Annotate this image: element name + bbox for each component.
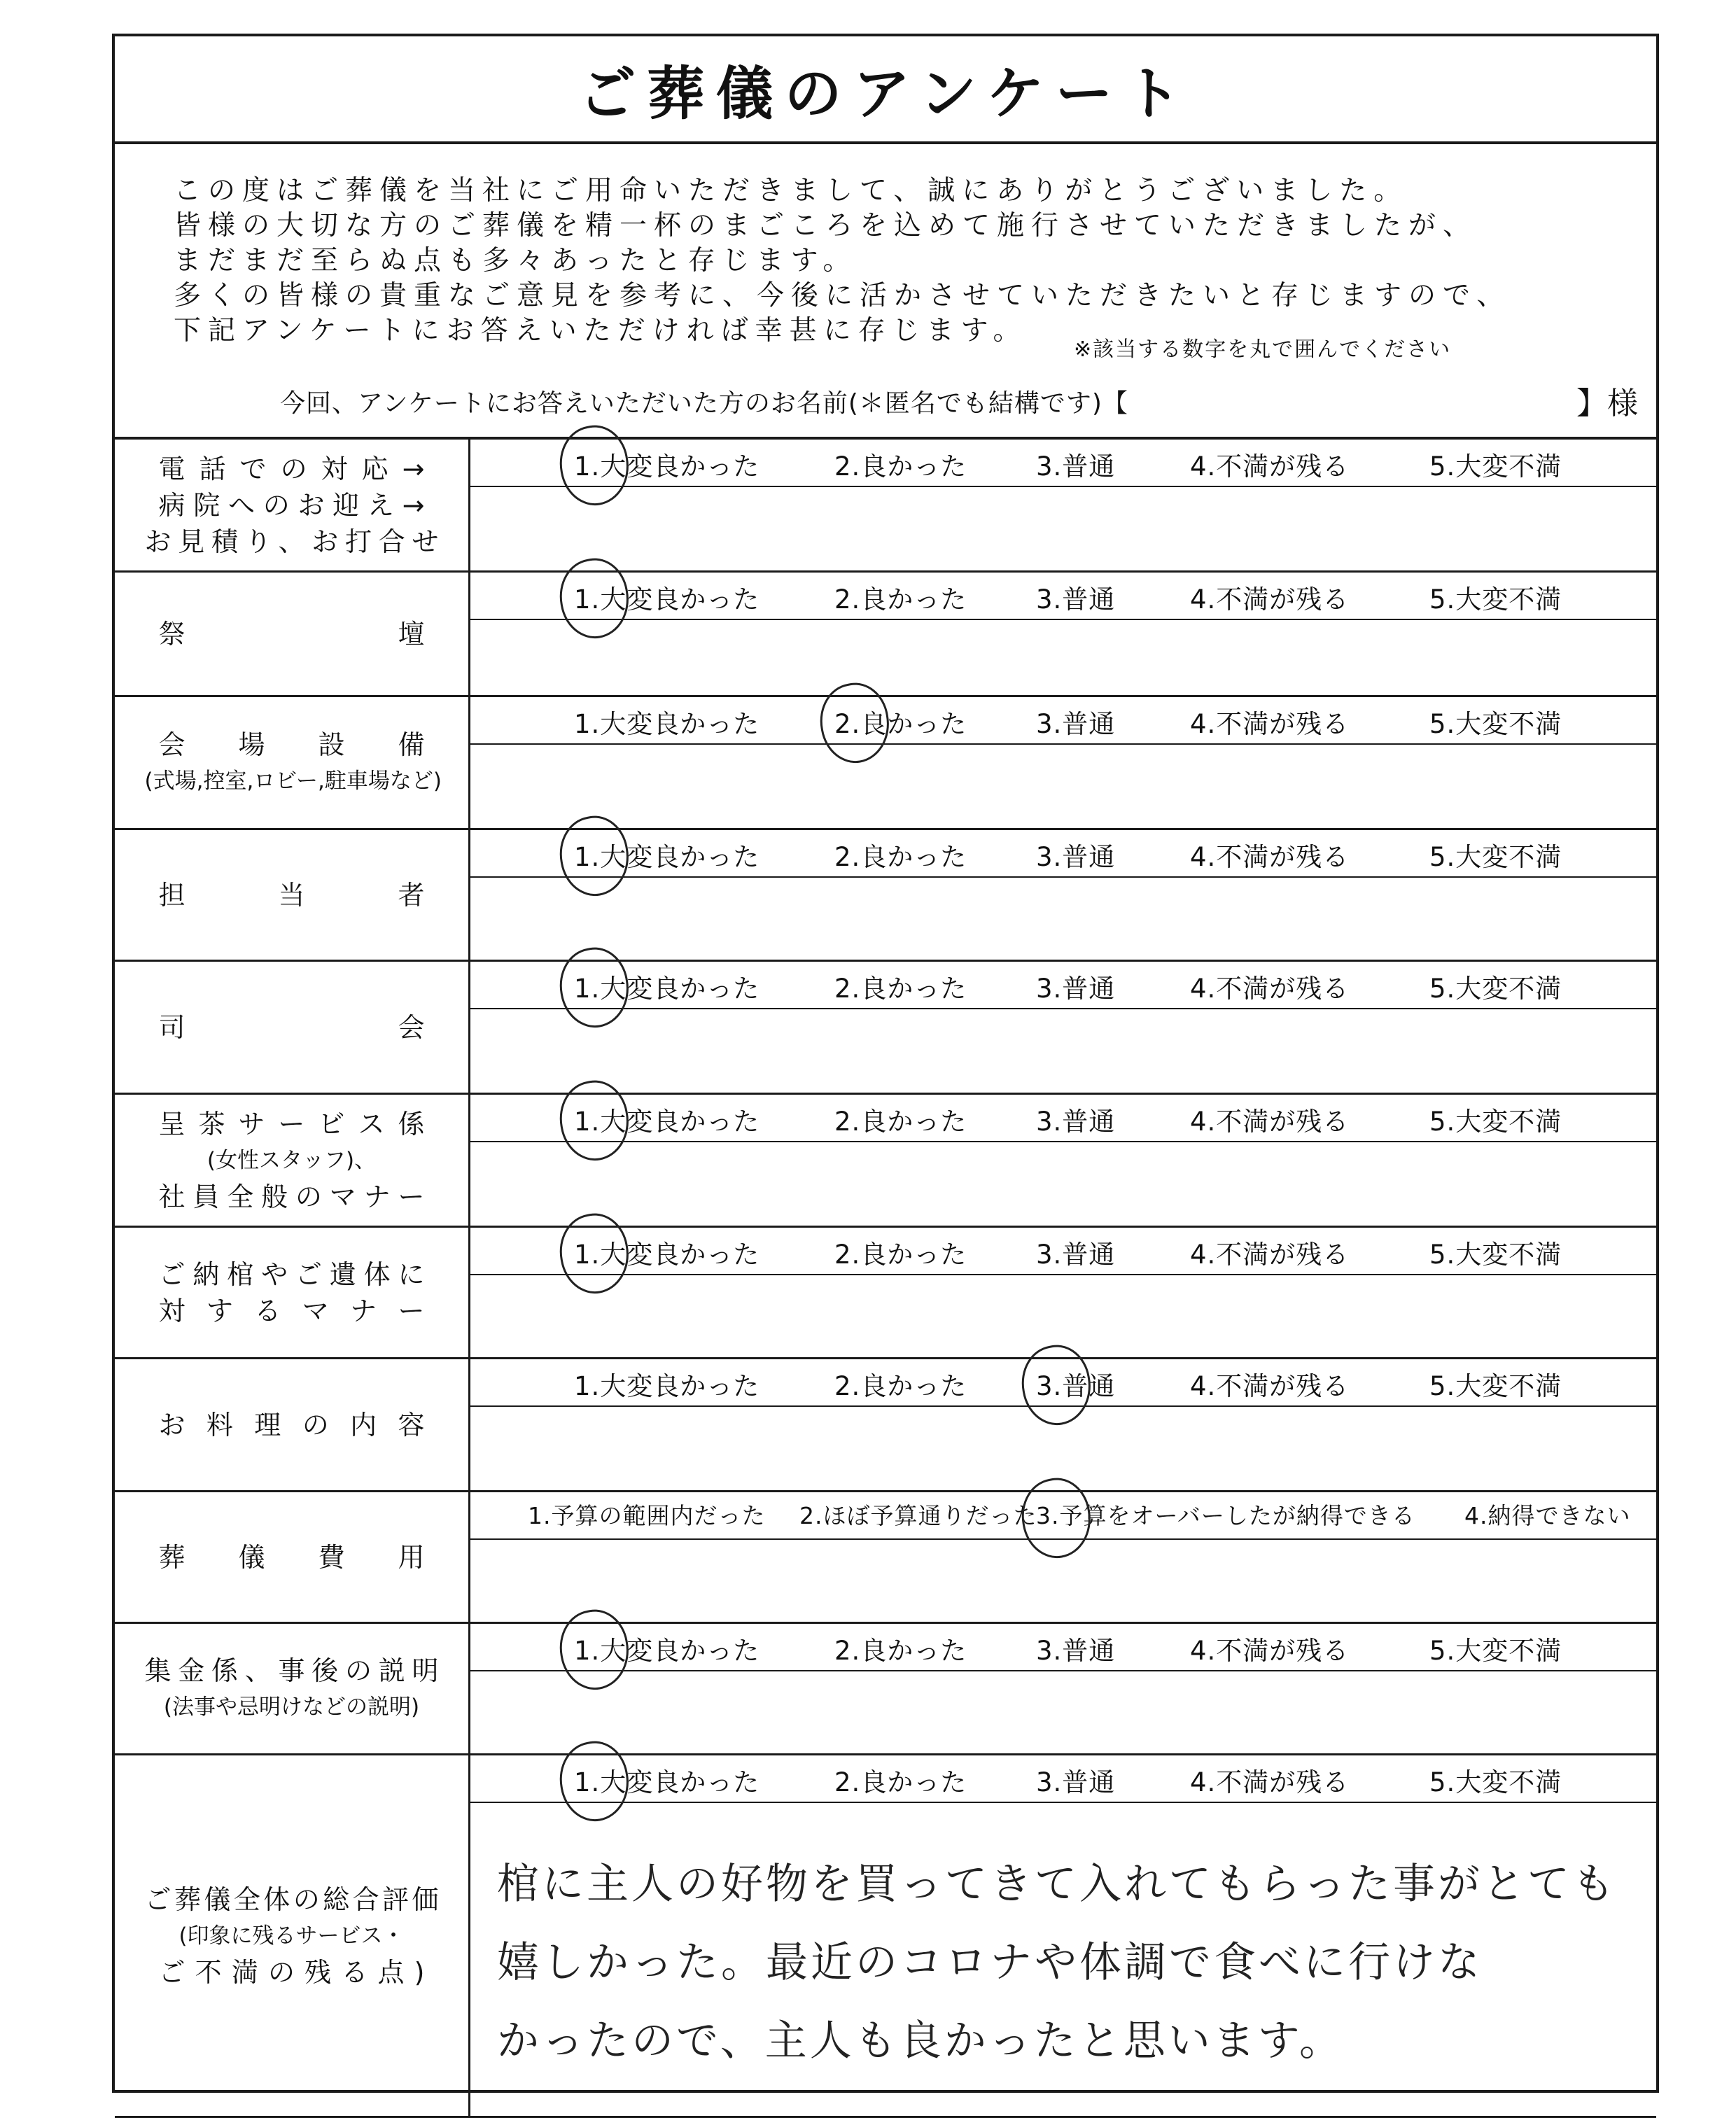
row-answer-area [470,1624,1656,1753]
rating-option[interactable]: 1.大変良かった [574,1240,760,1270]
rating-option[interactable]: 1.大変良かった [574,974,760,1004]
rating-option[interactable]: 5.大変不満 [1429,451,1562,482]
survey-sheet [112,34,1659,2093]
category-label: 司 会 [158,1011,425,1043]
rating-option[interactable]: 3.普通 [1036,709,1116,739]
category-label: ご葬儀全体の総合評価 [144,1884,439,1915]
survey-row [115,1624,1656,1755]
rating-option[interactable]: 2.良かった [834,1636,967,1666]
rating-option[interactable]: 5.大変不満 [1429,1240,1562,1270]
row-answer-area [470,573,1656,695]
category-label: 対するマナー [158,1295,425,1326]
rating-option[interactable]: 5.大変不満 [1429,1107,1562,1137]
row-category [115,573,470,695]
rating-option[interactable]: 2.良かった [834,1371,967,1401]
row-answer-area [470,1228,1656,1357]
rating-option[interactable]: 5.大変不満 [1429,1636,1562,1666]
name-label: 今回、アンケートにお答えいただいた方のお名前(＊匿名でも結構です)【 [280,389,1128,418]
rating-option[interactable]: 4.不満が残る [1190,842,1350,872]
rating-option[interactable]: 4.不満が残る [1190,1767,1350,1797]
rating-option[interactable]: 3.普通 [1036,451,1116,482]
rating-option[interactable]: 5.大変不満 [1429,1371,1562,1401]
rating-option[interactable]: 4.不満が残る [1190,1371,1350,1401]
row-category [115,962,470,1093]
rating-option[interactable]: 5.大変不満 [1429,842,1562,872]
survey-row [115,1095,1656,1228]
rating-option[interactable]: 2.良かった [834,1240,967,1270]
intro-line: 皆様の大切な方のご葬儀を精一杯のまごころを込めて施行させていただきましたが、 [174,210,1478,241]
option-line [470,962,1656,1009]
category-label: (女性スタッフ)、 [206,1147,377,1173]
rating-option[interactable]: 2.良かった [834,974,967,1004]
rating-option[interactable]: 2.良かった [834,709,967,739]
survey-table [115,437,1656,2066]
rating-option[interactable]: 1.予算の範囲内だった [528,1502,766,1529]
rating-option[interactable]: 4.不満が残る [1190,1636,1350,1666]
option-line [470,1624,1656,1671]
rating-option[interactable]: 3.普通 [1036,584,1116,615]
rating-option[interactable]: 5.大変不満 [1429,709,1562,739]
row-category [115,830,470,960]
rating-option[interactable]: 4.不満が残る [1190,974,1350,1004]
rating-option[interactable]: 2.ほぼ予算通りだった [799,1502,1037,1529]
option-line [470,1228,1656,1275]
category-label: ご不満の残る点) [158,1956,425,1988]
rating-option[interactable]: 1.大変良かった [574,1767,760,1797]
rating-option[interactable]: 4.不満が残る [1190,1107,1350,1137]
category-label: 会 場 設 備 [158,729,425,760]
rating-option[interactable]: 5.大変不満 [1429,974,1562,1004]
rating-option[interactable]: 3.普通 [1036,1240,1116,1270]
rating-option[interactable]: 1.大変良かった [574,842,760,872]
row-category [115,1624,470,1753]
option-line [470,573,1656,620]
rating-option[interactable]: 3.普通 [1036,842,1116,872]
name-suffix: 】様 [1576,386,1638,421]
category-label: 葬 儀 費 用 [158,1541,425,1573]
row-answer-area [470,830,1656,960]
rating-option[interactable]: 1.大変良かった [574,1636,760,1666]
survey-row [115,1492,1656,1624]
category-label: (式場,控室,ロビー,駐車場など) [144,768,442,794]
row-category [115,697,470,828]
row-answer-area [470,697,1656,828]
rating-option[interactable]: 4.不満が残る [1190,709,1350,739]
survey-row [115,1755,1656,2118]
comment-line: 嬉しかった。最近のコロナや体調で食べに行けな [497,1938,1483,1987]
intro-line: まだまだ至らぬ点も多々あったと存じます。 [174,245,858,276]
category-label: (法事や忌明けなどの説明) [163,1694,420,1720]
row-answer-area [470,962,1656,1093]
row-category [115,1359,470,1490]
survey-row [115,830,1656,962]
category-label: 集金係、事後の説明 [144,1655,439,1686]
intro-line: 下記アンケートにお答えいただければ幸甚に存じます。 [174,315,1028,346]
intro-line: この度はご葬儀を当社にご用命いただきまして、誠にありがとうございました。 [174,175,1408,206]
option-line [470,697,1656,745]
option-line [470,1755,1656,1803]
instruction-note: ※該当する数字を丸で囲んでください [1074,337,1452,362]
rating-option[interactable]: 5.大変不満 [1429,1767,1562,1797]
intro-text [174,174,1616,349]
category-label: お見積り、お打合せ [144,526,439,557]
rating-option[interactable]: 2.良かった [834,1767,967,1797]
rating-option[interactable]: 1.大変良かった [574,1107,760,1137]
category-label: ご納棺やご遺体に [158,1258,425,1290]
rating-option[interactable]: 2.良かった [834,584,967,615]
rating-option[interactable]: 1.大変良かった [574,1371,760,1401]
rating-option[interactable]: 3.普通 [1036,1107,1116,1137]
rating-option[interactable]: 2.良かった [834,1107,967,1137]
category-label: 電話での対応→ [158,453,425,484]
comment-line: かったので、主人も良かったと思います。 [497,2017,1344,2066]
row-answer-area [470,1359,1656,1490]
rating-option[interactable]: 2.良かった [834,842,967,872]
row-answer-area [470,440,1656,570]
survey-row [115,1359,1656,1492]
row-answer-area [470,1755,1656,2116]
rating-option[interactable]: 3.普通 [1036,1371,1116,1401]
title-box [115,36,1656,144]
rating-option[interactable]: 2.良かった [834,451,967,482]
rating-option[interactable]: 4.不満が残る [1190,1240,1350,1270]
rating-option[interactable]: 4.不満が残る [1190,584,1350,615]
row-category [115,1095,470,1226]
row-category [115,1755,470,2116]
intro-line: 多くの皆様の貴重なご意見を参考に、今後に活かさせていただきたいと存じますので、 [174,280,1511,311]
rating-option[interactable]: 5.大変不満 [1429,584,1562,615]
rating-option[interactable]: 3.普通 [1036,1636,1116,1666]
rating-option[interactable]: 1.大変良かった [574,451,760,482]
rating-option[interactable]: 3.普通 [1036,1767,1116,1797]
category-label: 呈茶サービス係 [158,1108,425,1139]
option-line [470,830,1656,878]
row-answer-area [470,1095,1656,1226]
category-label: 病院へのお迎え→ [158,489,425,521]
survey-row [115,962,1656,1095]
option-line [470,1492,1656,1540]
selection-circle [554,420,635,510]
rating-option[interactable]: 1.大変良かった [574,709,760,739]
row-category [115,440,470,570]
rating-option[interactable]: 4.不満が残る [1190,451,1350,482]
option-line [470,1095,1656,1142]
row-category [115,1492,470,1622]
option-line [470,1359,1656,1407]
category-label: 担 当 者 [158,879,425,911]
comment-line: 棺に主人の好物を買ってきて入れてもらった事がとても [497,1860,1617,1909]
rating-option[interactable]: 1.大変良かった [574,584,760,615]
row-answer-area [470,1492,1656,1622]
survey-row [115,573,1656,697]
survey-row [115,1228,1656,1359]
category-label: 祭 壇 [158,618,425,650]
category-label: お料理の内容 [158,1409,425,1440]
survey-row [115,697,1656,830]
page-title: ご葬儀のアンケート [578,60,1193,127]
survey-row [115,440,1656,573]
category-label: (印象に残るサービス・ [178,1923,405,1949]
rating-option[interactable]: 4.納得できない [1464,1502,1631,1529]
row-category [115,1228,470,1357]
rating-option[interactable]: 3.予算をオーバーしたが納得できる [1036,1502,1415,1529]
category-label: 社員全般のマナー [158,1181,425,1212]
option-line [470,440,1656,487]
handwritten-comment [497,1845,1617,2080]
rating-option[interactable]: 3.普通 [1036,974,1116,1004]
